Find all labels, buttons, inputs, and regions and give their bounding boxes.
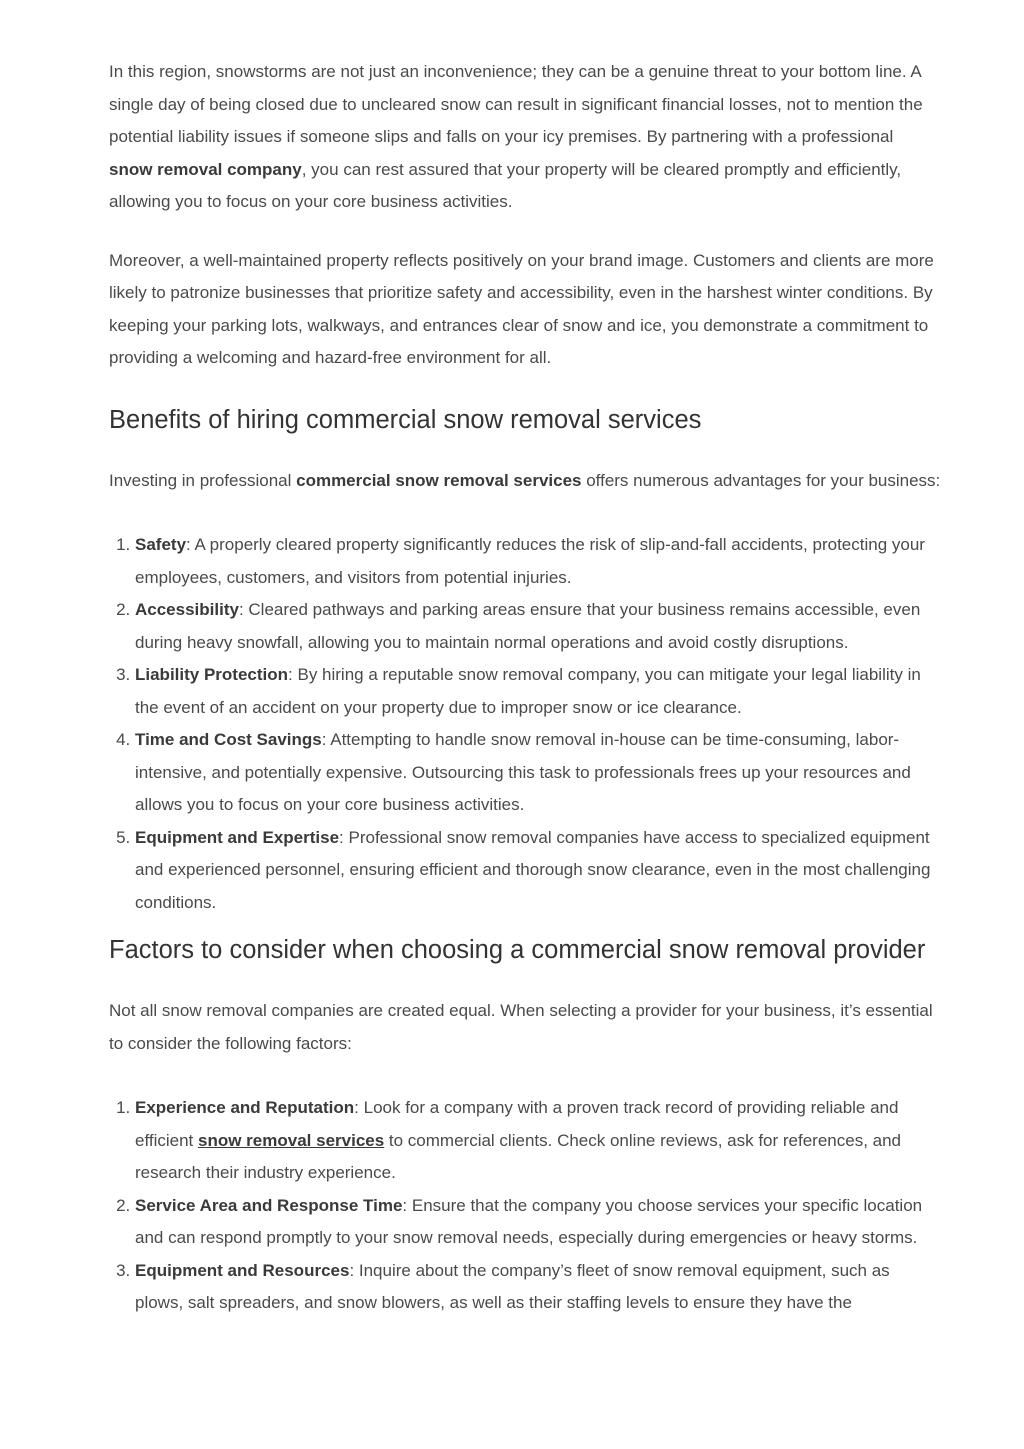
snow-removal-services-link[interactable]: snow removal services bbox=[198, 1130, 385, 1150]
intro-paragraph-1 bbox=[109, 56, 941, 219]
benefits-list bbox=[109, 529, 941, 919]
factor-item-service-area bbox=[135, 1190, 941, 1255]
benefit-term: Time and Cost Savings bbox=[135, 730, 322, 749]
factor-text-after: to commercial clients. Check online reviews, ask for references, and research their industry experience. bbox=[135, 1130, 902, 1182]
intro-p1-bold-term: snow removal company bbox=[109, 159, 302, 179]
benefit-term: Safety bbox=[135, 535, 187, 554]
benefits-intro-bold: commercial snow removal services bbox=[296, 470, 582, 490]
benefits-intro-paragraph bbox=[109, 465, 941, 498]
benefit-term: Equipment and Expertise bbox=[135, 827, 340, 847]
benefit-text: : Attempting to handle snow removal in-house can be time-consuming, labor-intensive, and potentially expensive. Outsourcing this task to professionals frees up your resources and allows you to focus on your core business activities. bbox=[135, 730, 911, 814]
benefit-text: : A properly cleared property significantly reduces the risk of slip-and-fall accidents, protecting your employees, customers, and visitors from potential injuries. bbox=[135, 535, 925, 587]
intro-p1-text-before: In this region, snowstorms are not just an inconvenience; they can be a genuine threat to your bottom line. A single day of being closed due to uncleared snow can result in significant financial losses, not to mention the potential liability issues if someone slips and falls on your icy premises. By partnering with a professional bbox=[109, 62, 923, 146]
benefit-term: Liability Protection bbox=[135, 665, 289, 684]
factors-intro-paragraph: Not all snow removal companies are created equal. When selecting a provider for your business, it’s essential to consider the following factors: bbox=[109, 1001, 933, 1053]
factor-term: Experience and Reputation bbox=[135, 1098, 355, 1117]
benefits-heading: Benefits of hiring commercial snow removal services bbox=[109, 405, 702, 434]
benefit-item-safety bbox=[135, 529, 941, 594]
article-body bbox=[109, 56, 941, 1332]
factor-text-before: : Look for a company with a proven track record of providing reliable and efficient bbox=[135, 1098, 899, 1150]
intro-p1-text-after: , you can rest assured that your property will be cleared promptly and efficiently, allowing you to focus on your core business activities. bbox=[109, 159, 902, 211]
benefit-term: Accessibility bbox=[135, 600, 239, 619]
benefit-item-time-cost bbox=[135, 724, 941, 822]
intro-paragraph-2: Moreover, a well-maintained property reflects positively on your brand image. Customers and clients are more likely to patronize businesses that prioritize safety and accessibility, even in the harshest winter conditions. By keeping your parking lots, walkways, and entrances clear of snow and ice, you demonstrate a commitment to providing a welcoming and hazard-free environment for all. bbox=[109, 250, 934, 367]
factor-item-experience bbox=[135, 1092, 941, 1190]
benefit-item-liability bbox=[135, 659, 941, 724]
factor-text: : Ensure that the company you choose services your specific location and can respond promptly to your snow removal needs, especially during emergencies or heavy storms. bbox=[135, 1195, 923, 1247]
factor-term: Equipment and Resources bbox=[135, 1260, 350, 1280]
benefit-item-accessibility bbox=[135, 594, 941, 659]
benefits-intro-after: offers numerous advantages for your business: bbox=[581, 470, 941, 490]
factors-heading: Factors to consider when choosing a commercial snow removal provider bbox=[109, 936, 926, 964]
benefits-intro-before: Investing in professional bbox=[109, 470, 297, 490]
factors-list bbox=[109, 1092, 941, 1320]
factor-term: Service Area and Response Time bbox=[135, 1195, 403, 1215]
benefit-item-equipment bbox=[135, 822, 941, 920]
factor-item-equipment bbox=[135, 1255, 941, 1320]
benefit-text: : By hiring a reputable snow removal company, you can mitigate your legal liability in the event of an accident on your property due to improper snow or ice clearance. bbox=[135, 665, 921, 717]
benefit-text: : Professional snow removal companies have access to specialized equipment and experienced personnel, ensuring efficient and thorough snow clearance, even in the most challenging conditions. bbox=[135, 827, 931, 912]
benefit-text: : Cleared pathways and parking areas ensure that your business remains accessible, even during heavy snowfall, allowing you to maintain normal operations and avoid costly disruptions. bbox=[135, 600, 921, 652]
factor-text: : Inquire about the company’s fleet of snow removal equipment, such as plows, salt spreaders, and snow blowers, as well as their staffing levels to ensure they have the bbox=[135, 1260, 890, 1312]
